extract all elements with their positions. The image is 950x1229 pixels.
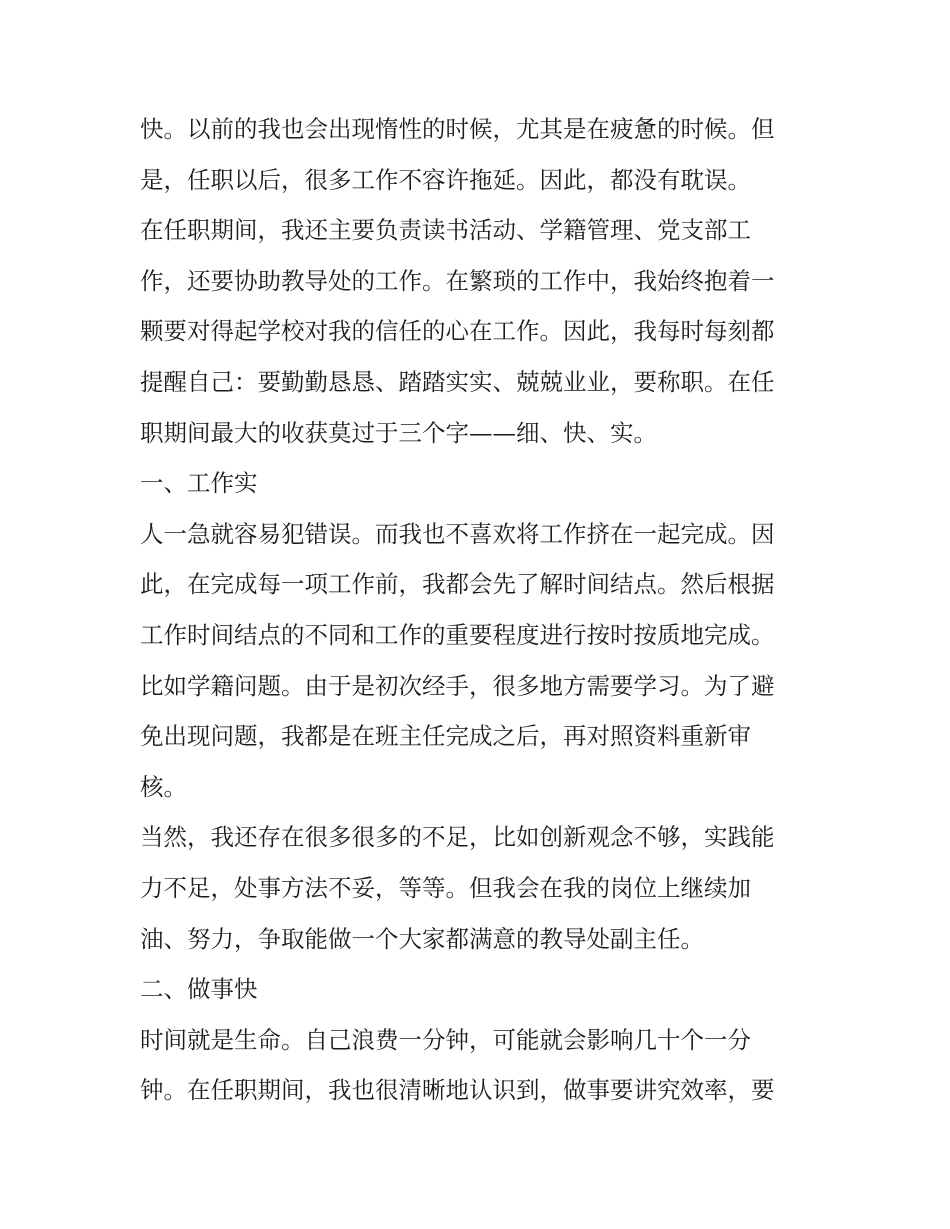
text-line: 颗要对得起学校对我的信任的心在工作。因此，我每时每刻都 (140, 317, 775, 346)
text-line: 职期间最大的收获莫过于三个字——细、快、实。 (140, 418, 657, 447)
text-line: 快。以前的我也会出现惰性的时候，尤其是在疲惫的时候。但 (140, 115, 775, 143)
text-line: 时间就是生命。自己浪费一分钟，可能就会影响几十个一分 (140, 1025, 751, 1054)
text-line: 核。 (140, 772, 187, 801)
section-heading: 二、做事快 (140, 975, 258, 1004)
text-line: 提醒自己：要勤勤恳恳、踏踏实实、兢兢业业，要称职。在任 (140, 367, 775, 396)
text-line: 免出现问题，我都是在班主任完成之后，再对照资料重新审 (140, 722, 751, 751)
text-line: 工作时间结点的不同和工作的重要程度进行按时按质地完成。 (140, 620, 775, 649)
text-line: 力不足，处事方法不妥，等等。但我会在我的岗位上继续加 (140, 873, 751, 902)
document-body (140, 104, 815, 1116)
text-line: 作，还要协助教导处的工作。在繁琐的工作中，我始终抱着一 (140, 266, 775, 295)
text-line: 是，任职以后，很多工作不容许拖延。因此，都没有耽误。 (140, 165, 751, 194)
text-line: 油、努力，争取能做一个大家都满意的教导处副主任。 (140, 924, 704, 953)
text-line: 人一急就容易犯错误。而我也不喜欢将工作挤在一起完成。因 (140, 519, 775, 548)
section-heading: 一、工作实 (140, 469, 258, 498)
text-line: 比如学籍问题。由于是初次经手，很多地方需要学习。为了避 (140, 671, 775, 700)
text-line: 在任职期间，我还主要负责读书活动、学籍管理、党支部工 (140, 216, 751, 245)
text-line: 此，在完成每一项工作前，我都会先了解时间结点。然后根据 (140, 570, 775, 599)
text-line: 钟。在任职期间，我也很清晰地认识到，做事要讲究效率，要 (140, 1076, 775, 1105)
text-line: 当然，我还存在很多很多的不足，比如创新观念不够，实践能 (140, 823, 775, 852)
